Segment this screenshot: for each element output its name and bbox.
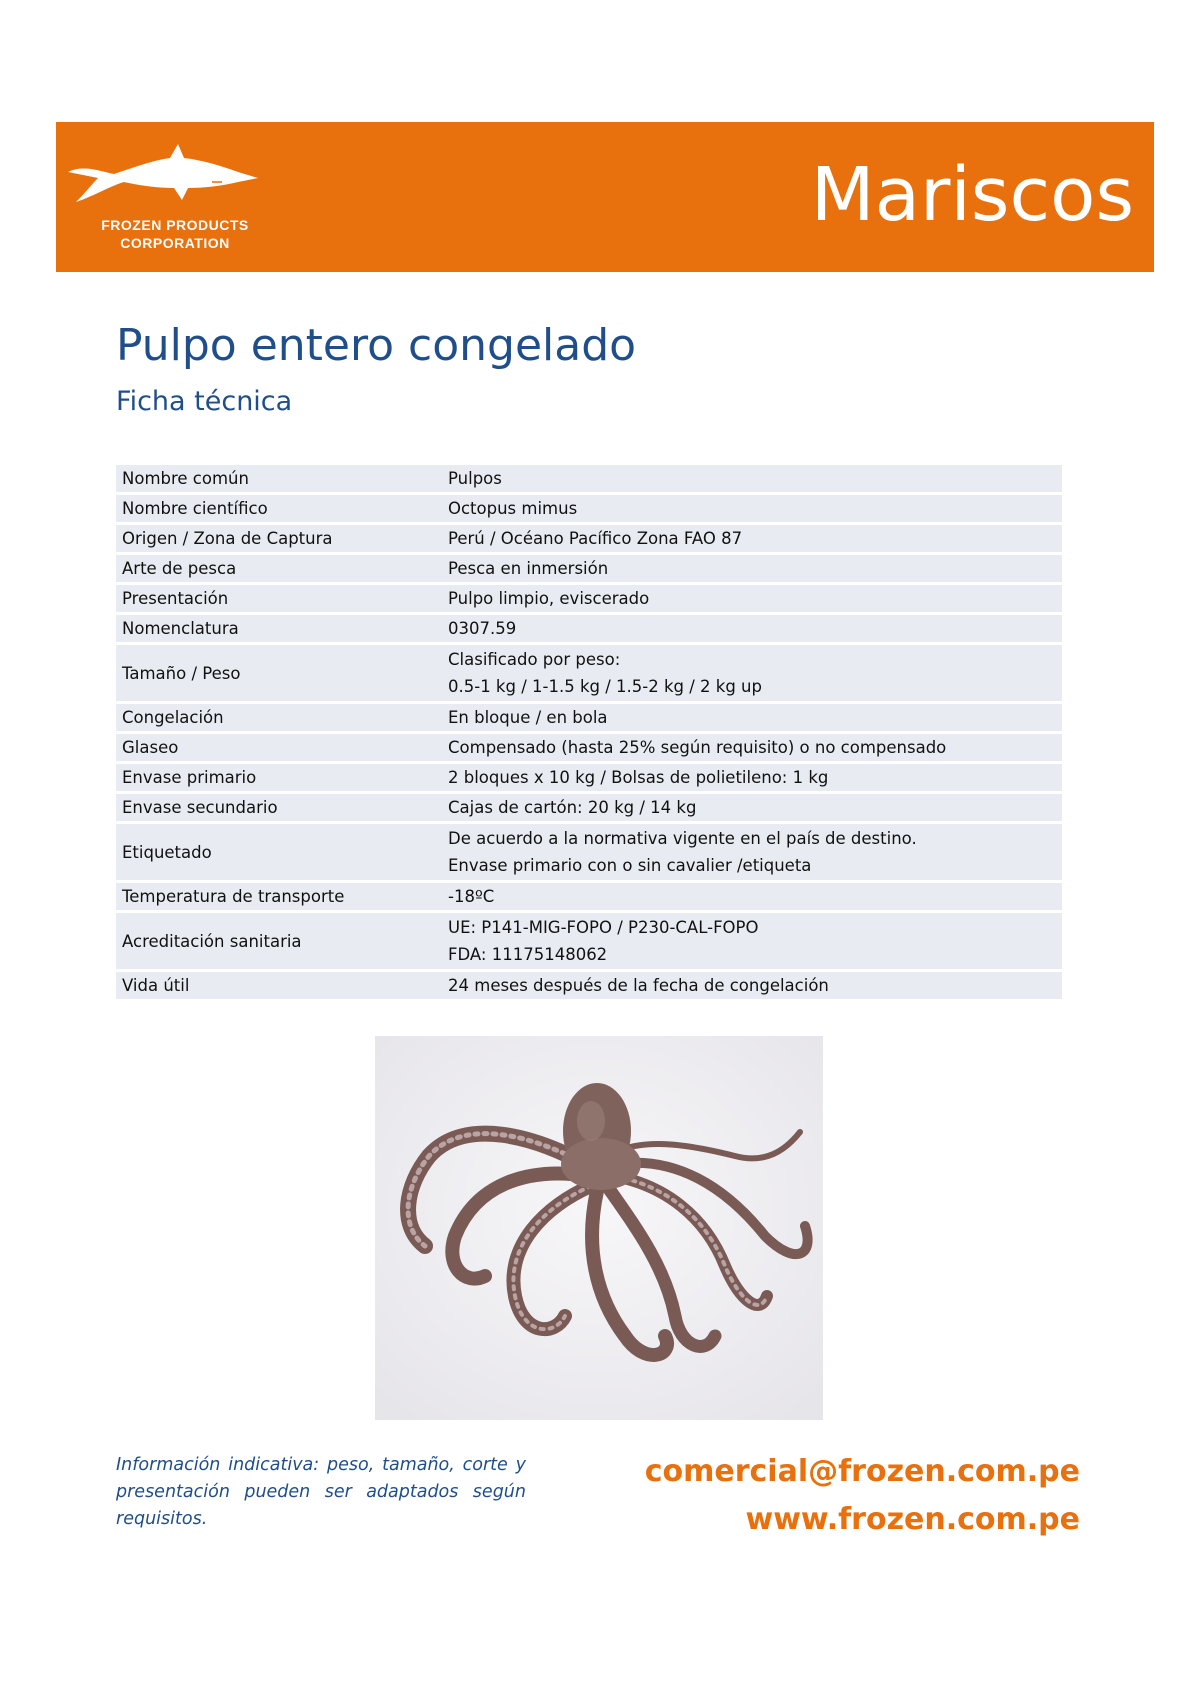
- logo-line-1: FROZEN PRODUCTS: [101, 217, 249, 233]
- spec-value-line: 0.5-1 kg / 1-1.5 kg / 1.5-2 kg / 2 kg up: [448, 677, 762, 696]
- spec-value: [442, 794, 1062, 821]
- contact-email[interactable]: comercial@frozen.com.pe: [644, 1454, 1080, 1489]
- spec-value-line: UE: P141-MIG-FOPO / P230-CAL-FOPO: [448, 918, 759, 937]
- spec-row: [116, 645, 1062, 701]
- spec-row: [116, 615, 1062, 642]
- product-photo: [375, 1036, 823, 1420]
- spec-row: [116, 764, 1062, 791]
- spec-value: [442, 555, 1062, 582]
- spec-value-line: Pulpo limpio, eviscerado: [448, 589, 650, 608]
- spec-label: Origen / Zona de Captura: [116, 525, 442, 552]
- contact-website[interactable]: www.frozen.com.pe: [745, 1502, 1080, 1537]
- category-title: Mariscos: [810, 152, 1134, 238]
- spec-label: Congelación: [116, 704, 442, 731]
- spec-value: [442, 913, 1062, 969]
- spec-value-line: FDA: 11175148062: [448, 945, 608, 964]
- spec-row: [116, 972, 1062, 999]
- spec-value: [442, 525, 1062, 552]
- spec-value-line: En bloque / en bola: [448, 708, 608, 727]
- spec-row: [116, 794, 1062, 821]
- spec-value: [442, 585, 1062, 612]
- logo-text: [80, 216, 270, 252]
- contact-block: [645, 1448, 1080, 1544]
- spec-row: [116, 883, 1062, 910]
- spec-row: [116, 525, 1062, 552]
- spec-row: [116, 465, 1062, 492]
- spec-value-line: Perú / Océano Pacífico Zona FAO 87: [448, 529, 743, 548]
- spec-value-line: Octopus mimus: [448, 499, 578, 518]
- spec-value-line: Envase primario con o sin cavalier /etiqueta: [448, 856, 812, 875]
- page-subtitle: Ficha técnica: [116, 386, 293, 417]
- spec-label: Glaseo: [116, 734, 442, 761]
- spec-row: [116, 585, 1062, 612]
- spec-value: [442, 734, 1062, 761]
- spec-value-line: Pesca en inmersión: [448, 559, 609, 578]
- logo-line-2: CORPORATION: [120, 235, 230, 251]
- spec-label: Presentación: [116, 585, 442, 612]
- spec-row: [116, 555, 1062, 582]
- spec-value: [442, 615, 1062, 642]
- spec-label: Acreditación sanitaria: [116, 913, 442, 969]
- spec-value-line: Compensado (hasta 25% según requisito) o no compensado: [448, 738, 947, 757]
- spec-value: [442, 764, 1062, 791]
- page-title: Pulpo entero congelado: [116, 320, 637, 371]
- spec-value-line: Pulpos: [448, 469, 502, 488]
- spec-value: [442, 465, 1062, 492]
- spec-value-line: De acuerdo a la normativa vigente en el país de destino.: [448, 829, 917, 848]
- shark-icon: [62, 138, 262, 218]
- spec-value: [442, 883, 1062, 910]
- spec-label: Envase primario: [116, 764, 442, 791]
- spec-label: Arte de pesca: [116, 555, 442, 582]
- spec-row: [116, 824, 1062, 880]
- spec-value: [442, 704, 1062, 731]
- spec-label: Nomenclatura: [116, 615, 442, 642]
- spec-label: Tamaño / Peso: [116, 645, 442, 701]
- spec-value: [442, 972, 1062, 999]
- spec-label: Envase secundario: [116, 794, 442, 821]
- spec-table-body: [116, 465, 1062, 999]
- spec-label: Etiquetado: [116, 824, 442, 880]
- spec-value: [442, 645, 1062, 701]
- spec-value-line: 2 bloques x 10 kg / Bolsas de polietileno: 1 kg: [448, 768, 829, 787]
- spec-row: [116, 913, 1062, 969]
- spec-row: [116, 495, 1062, 522]
- spec-row: [116, 734, 1062, 761]
- spec-label: Nombre común: [116, 465, 442, 492]
- spec-value: [442, 824, 1062, 880]
- spec-value-line: Clasificado por peso:: [448, 650, 621, 669]
- spec-value-line: -18ºC: [448, 887, 495, 906]
- spec-value-line: 24 meses después de la fecha de congelación: [448, 976, 829, 995]
- spec-row: [116, 704, 1062, 731]
- disclaimer-note: Información indicativa: peso, tamaño, corte y presentación pueden ser adaptados según requisitos.: [116, 1455, 526, 1529]
- spec-label: Temperatura de transporte: [116, 883, 442, 910]
- octopus-illustration: [375, 1036, 823, 1420]
- spec-label: Nombre científico: [116, 495, 442, 522]
- company-logo: [62, 138, 262, 258]
- spec-value: [442, 495, 1062, 522]
- spec-table: [116, 462, 1062, 1002]
- spec-label: Vida útil: [116, 972, 442, 999]
- spec-value-line: Cajas de cartón: 20 kg / 14 kg: [448, 798, 697, 817]
- spec-value-line: 0307.59: [448, 619, 517, 638]
